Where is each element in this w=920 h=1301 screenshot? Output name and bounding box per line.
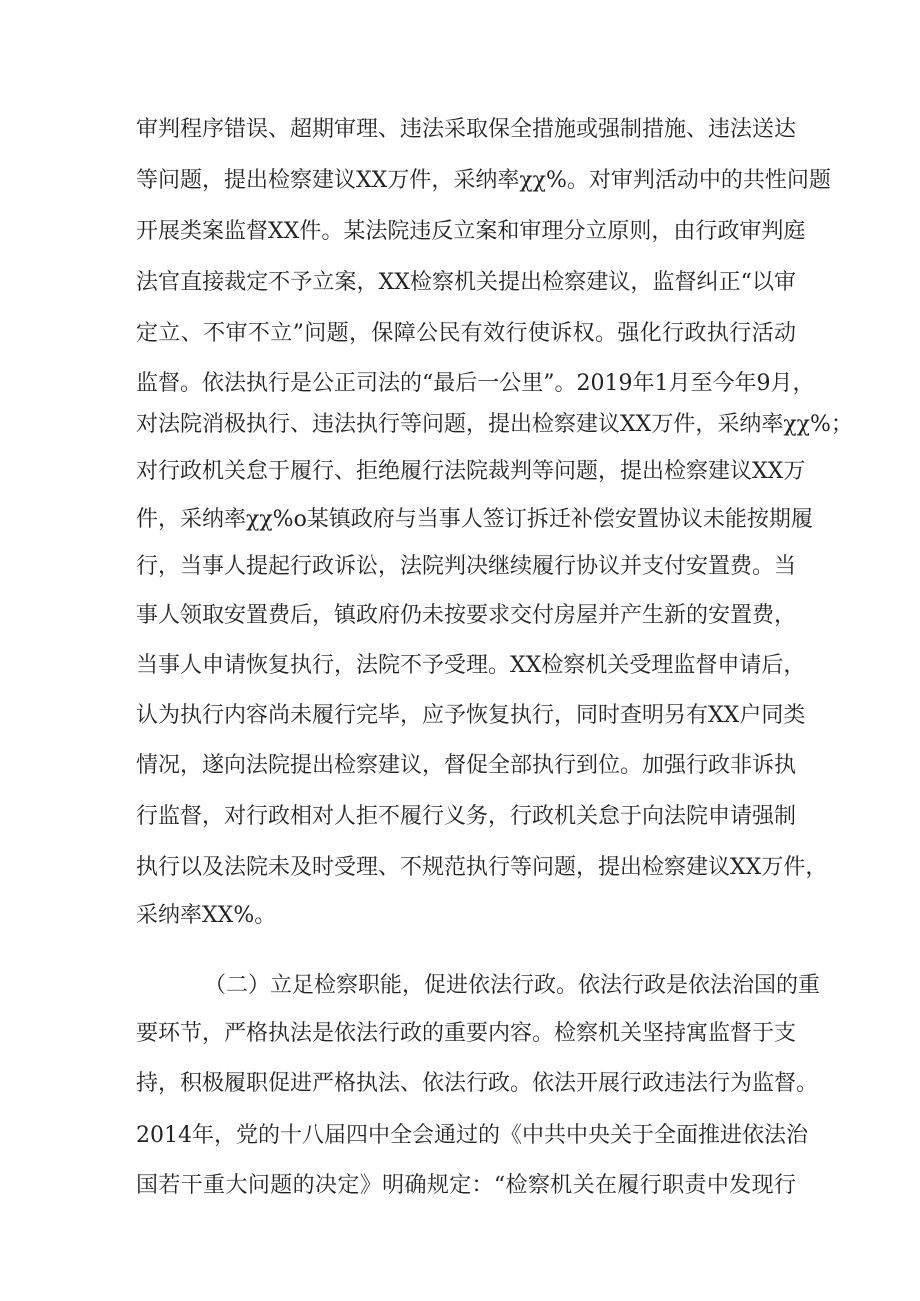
paragraph-line: 情况，遂向法院提出检察建议，督促全部执行到位。加强行政非诉执 bbox=[136, 753, 797, 778]
paragraph-line: 审判程序错误、超期审理、违法采取保全措施或强制措施、违法送达 bbox=[136, 117, 797, 142]
section-heading-line: （二）立足检察职能，促进依法行政。依法行政是依法治国的重 bbox=[204, 973, 821, 998]
paragraph-line: 认为执行内容尚未履行完毕，应予恢复执行，同时查明另有XX户同类 bbox=[136, 703, 806, 728]
paragraph-line: 件，采纳率χχ%o某镇政府与当事人签订拆迁补偿安置协议未能按期履 bbox=[136, 507, 813, 532]
paragraph-line: 对行政机关怠于履行、拒绝履行法院裁判等问题，提出检察建议XX万 bbox=[136, 459, 806, 484]
paragraph-line: 执行以及法院未及时受理、不规范执行等问题，提出检察建议XX万件， bbox=[136, 855, 828, 880]
paragraph-line: 法官直接裁定不予立案，XX检察机关提出检察建议，监督纠正“以审 bbox=[136, 270, 796, 295]
paragraph-line: 行监督，对行政相对人拒不履行义务，行政机关怠于向法院申请强制 bbox=[136, 804, 797, 829]
paragraph-line: 对法院消极执行、违法执行等问题，提出检察建议XX万件，采纳率χχ%； bbox=[136, 412, 853, 437]
paragraph-line: 行，当事人提起行政诉讼，法院判决继续履行协议并支付安置费。当 bbox=[136, 554, 797, 579]
paragraph-line: 事人领取安置费后，镇政府仍未按要求交付房屋并产生新的安置费， bbox=[136, 603, 797, 628]
paragraph-line: 国若干重大问题的决定》明确规定：“检察机关在履行职责中发现行 bbox=[136, 1173, 796, 1198]
paragraph-line: 定立、不审不立”问题，保障公民有效行使诉权。强化行政执行活动 bbox=[136, 321, 796, 346]
paragraph-line: 当事人申请恢复执行，法院不予受理。XX检察机关受理监督申请后， bbox=[136, 653, 806, 678]
paragraph-line: 采纳率XX%。 bbox=[136, 903, 277, 928]
paragraph-line: 2014年，党的十八届四中全会通过的《中共中央关于全面推进依法治 bbox=[136, 1123, 808, 1148]
paragraph-line: 要环节，严格执法是依法行政的重要内容。检察机关坚持寓监督于支 bbox=[136, 1021, 797, 1046]
paragraph-line: 持，积极履职促进严格执法、依法行政。依法开展行政违法行为监督。 bbox=[136, 1071, 819, 1096]
paragraph-line: 监督。依法执行是公正司法的“最后一公里”。2019年1月至今年9月， bbox=[136, 371, 815, 396]
paragraph-line: 等问题，提出检察建议XX万件，采纳率χχ%。对审判活动中的共性问题 bbox=[136, 168, 831, 193]
paragraph-line: 开展类案监督XX件。某法院违反立案和审理分立原则，由行政审判庭 bbox=[136, 219, 806, 244]
